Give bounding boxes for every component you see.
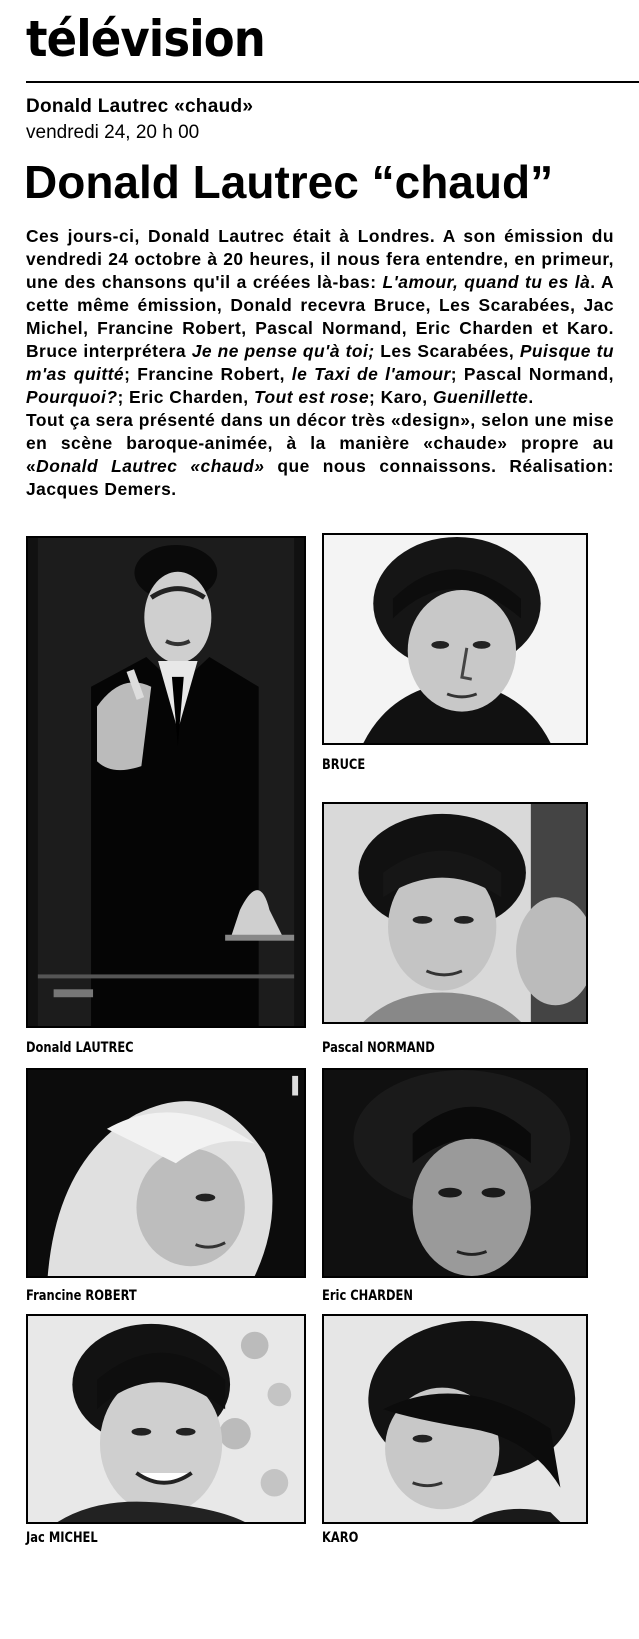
paragraph-2 bbox=[26, 409, 614, 501]
caption-francine-robert: Francine ROBERT bbox=[26, 1288, 137, 1304]
text-run: Les Scarabées, bbox=[374, 341, 520, 361]
kicker: Donald Lautrec «chaud» bbox=[26, 96, 254, 117]
text-run: . bbox=[528, 387, 534, 407]
text-run: Ces jours-ci, Donald Lautrec était à Londres. A son émission du vendredi 24 octobre à 20 heures, il nous fera entendre, en primeur, une des chansons qu'il a créées là-bas: bbox=[26, 226, 614, 292]
text-run: ; Karo, bbox=[369, 387, 433, 407]
caption-donald-lautrec: Donald LAUTREC bbox=[26, 1040, 134, 1056]
song-title: L'amour, quand tu es là bbox=[382, 272, 591, 292]
photo-pascal-normand bbox=[322, 802, 588, 1024]
text-run: . A cette même émission, Donald recevra Bruce, Les Scarabées, Jac Michel, Francine Robert, Pascal Normand, Eric Charden et Karo. Bruce interprétera bbox=[26, 272, 615, 361]
song-title: Je ne pense qu'à toi; bbox=[191, 341, 375, 361]
article-body bbox=[26, 225, 614, 501]
song-title: Guenillette bbox=[432, 387, 529, 407]
caption-jac-michel: Jac MICHEL bbox=[26, 1530, 98, 1546]
song-title: Puisque tu m'as quitté bbox=[26, 341, 615, 384]
text-run: que nous connaissons. Réalisation: Jacques Demers. bbox=[26, 456, 614, 499]
headline: Donald Lautrec “chaud” bbox=[24, 156, 554, 208]
photo-karo bbox=[322, 1314, 588, 1524]
show-title: Donald Lautrec «chaud» bbox=[36, 456, 265, 476]
photo-francine-robert bbox=[26, 1068, 306, 1278]
masthead-rule bbox=[26, 81, 639, 83]
text-run: ; Pascal Normand, bbox=[450, 364, 615, 384]
airtime: vendredi 24, 20 h 00 bbox=[26, 122, 200, 143]
photo-donald-lautrec bbox=[26, 536, 306, 1028]
paragraph-1 bbox=[26, 225, 614, 409]
song-title: Tout est rose bbox=[253, 387, 370, 407]
section-title: télévision bbox=[26, 10, 265, 68]
caption-eric-charden: Eric CHARDEN bbox=[322, 1288, 413, 1304]
caption-pascal-normand: Pascal NORMAND bbox=[322, 1040, 435, 1056]
text-run: Tout ça sera présenté dans un décor très «design», selon une mise en scène baroque-animée, à la manière «chaude» propre au « bbox=[26, 410, 614, 476]
caption-karo: KARO bbox=[322, 1530, 359, 1546]
text-run: ; Eric Charden, bbox=[117, 387, 254, 407]
song-title: Pourquoi? bbox=[26, 387, 118, 407]
photo-bruce bbox=[322, 533, 588, 745]
photo-jac-michel bbox=[26, 1314, 306, 1524]
caption-bruce: BRUCE bbox=[322, 757, 366, 773]
text-run: ; Francine Robert, bbox=[124, 364, 292, 384]
photo-eric-charden bbox=[322, 1068, 588, 1278]
song-title: le Taxi de l'amour bbox=[291, 364, 451, 384]
